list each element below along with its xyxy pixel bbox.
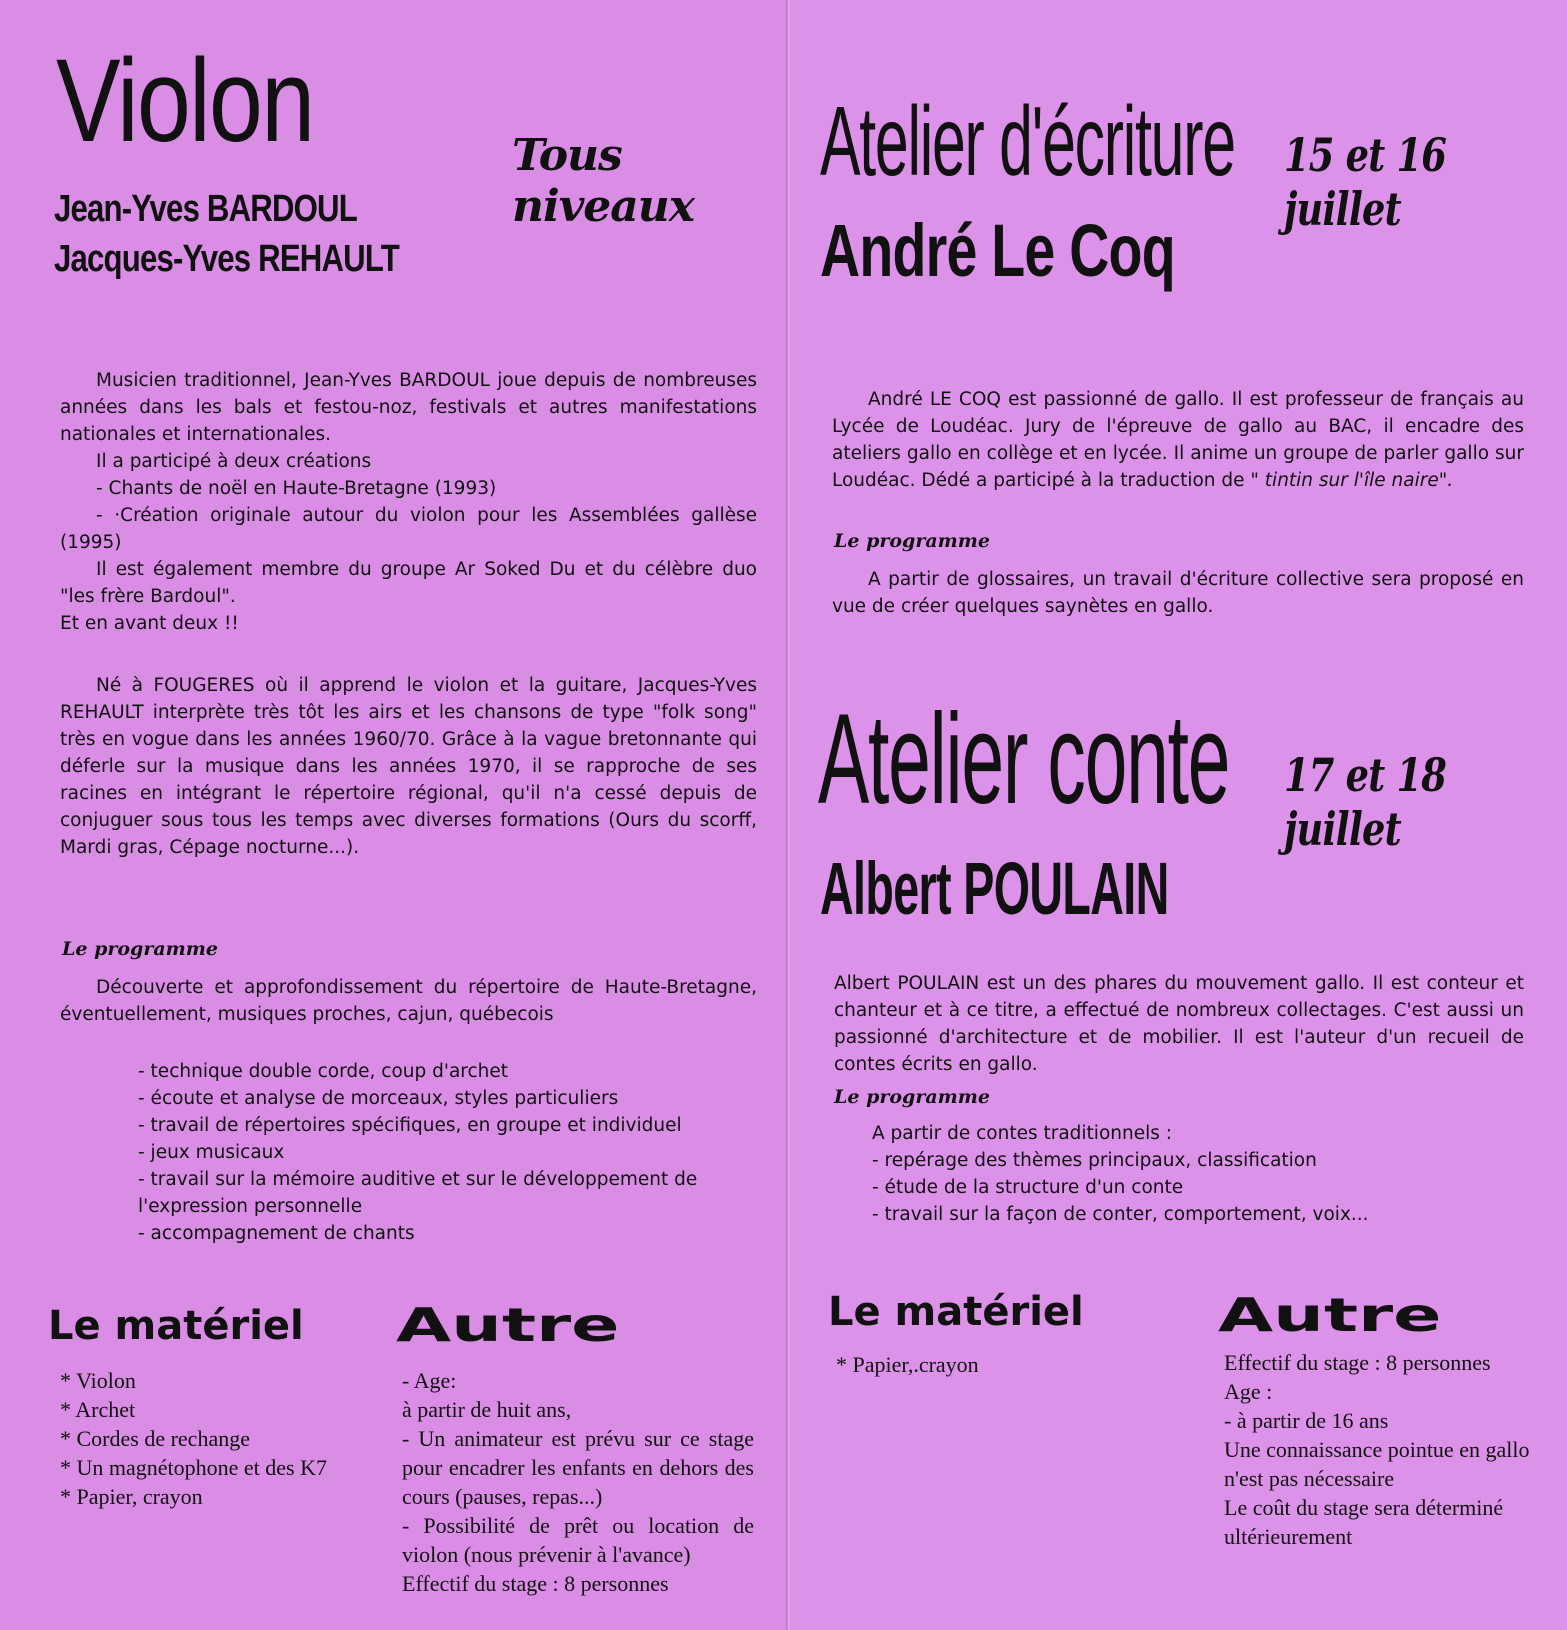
bio-paragraph: Né à FOUGERES où il apprend le violon et la guitare, Jacques-Yves REHAULT interprète très tôt les airs et les chansons de type "folk song" très en vogue dans les années 1960/70. Grâce à la vague bretonnante qui déferle sur la musique dans les années 1970, il se rapproche de ses racines en intégrant le répertoire régional, qu'il n'a cessé depuis de conjuguer sous tous les temps avec diverses formations (Ours du scorff, Mardi gras, Cépage nocturne...). [60,675,757,858]
dates-ecriture: 15 et 16 juillet [1284,128,1447,236]
programme-conte [872,1120,1522,1228]
list-item: - travail sur la façon de conter, comportement, voix... [872,1204,1369,1225]
bio-paragraph: Albert POULAIN est un des phares du mouvement gallo. Il est conteur et chanteur et à ce titre, a effectué de nombreux collectages. C'est aussi un passionné d'architecture et de mobilier. Il est l'auteur d'un recueil de contes écrits en gallo. [834,973,1524,1075]
programme-list [138,1058,760,1247]
teacher-rehault: Jacques-Yves REHAULT [54,238,399,280]
bio-line: - ·Création originale autour du violon pour les Assemblées gallèse (1995) [60,505,757,553]
bio-bardoul [60,367,757,637]
list-item: - étude de la structure d'un conte [872,1177,1184,1198]
list-item: - accompagnement de chants [138,1223,415,1244]
programme-label-conte: Le programme [834,1086,990,1108]
dates-conte: 17 et 18 juillet [1284,748,1447,856]
list-item: à partir de huit ans, [402,1397,572,1422]
bio-line: Il a participé à deux créations [96,451,372,472]
list-item: - Un animateur est prévu sur ce stage pour encadrer les enfants en dehors des cours (pauses, repas...) [402,1426,754,1509]
list-item: * Cordes de rechange [60,1426,250,1451]
teacher-lecoq: André Le Coq [820,209,1175,292]
list-item: - Possibilité de prêt ou location de violon (nous prévenir à l'avance) [402,1513,754,1567]
programme-label: Le programme [62,938,218,960]
list-item: Age : [1224,1379,1273,1404]
list-item: - travail de répertoires spécifiques, en groupe et individuel [138,1115,682,1136]
list-item: * Papier, crayon [60,1484,203,1509]
list-item: * Archet [60,1397,136,1422]
list-item: Effectif du stage : 8 personnes [1224,1350,1491,1375]
atelier-conte-title: Atelier conte [818,688,1230,831]
autre-list-right [1224,1348,1544,1551]
list-item: Effectif du stage : 8 personnes [402,1571,669,1596]
teacher-bardoul: Jean-Yves BARDOUL [54,188,357,230]
list-item: * Un magnétophone et des K7 [60,1455,327,1480]
autre-list [402,1366,754,1598]
bio-text: André LE COQ est passionné de gallo. Il est professeur de français au Lycée de Loudéac. Jury de l'épreuve de gallo au BAC, il encadre des ateliers gallo en collège et en lycée. Il anime un groupe de parler gallo sur Loudéac. Dédé a participé à la traduction de [832,389,1524,491]
programme-intro [60,974,757,1028]
list-item: Une connaissance pointue en gallo n'est pas nécessaire [1224,1437,1530,1491]
bio-line: Et en avant deux !! [60,613,239,634]
programme-text: A partir de glossaires, un travail d'écriture collective sera proposé en vue de créer quelques saynètes en gallo. [832,569,1524,617]
list-item: * Papier,.crayon [836,1352,979,1377]
list-item: - travail sur la mémoire auditive et sur le développement de l'expression personnelle [138,1169,698,1217]
right-page [790,0,1567,1630]
materiel-list-right [836,1350,1166,1379]
materiel-list [60,1366,380,1511]
programme-intro: A partir de contes traditionnels : [872,1123,1172,1144]
autre-heading: Autre [396,1298,620,1352]
violon-title: Violon [56,35,314,167]
programme-text: Découverte et approfondissement du répertoire de Haute-Bretagne, éventuellement, musiques proches, cajun, québecois [60,977,757,1025]
bio-line: - Chants de noël en Haute-Bretagne (1993) [96,478,497,499]
materiel-heading-right: Le matériel [828,1289,1084,1335]
list-item: - écoute et analyse de morceaux, styles particuliers [138,1088,619,1109]
list-item: - Age: [402,1368,457,1393]
bio-line: Il est également membre du groupe Ar Soked Du et du célèbre duo "les frère Bardoul". [60,559,757,607]
programme-label-ecriture: Le programme [834,530,990,552]
bio-paragraph [832,386,1524,494]
bio-paragraph: Musicien traditionnel, Jean-Yves BARDOUL joue depuis de nombreuses années dans les bals et festou-noz, festivals et autres manifestations nationales et internationales. [60,370,757,445]
list-item: - technique double corde, coup d'archet [138,1061,509,1082]
bio-poulain [834,970,1524,1078]
teacher-poulain: Albert POULAIN [820,847,1169,930]
autre-heading-right: Autre [1218,1288,1442,1342]
list-item: - repérage des thèmes principaux, classification [872,1150,1317,1171]
atelier-ecriture-title: Atelier d'écriture [820,86,1235,196]
book-title: " tintin sur l'île naire". [1250,470,1454,491]
list-item: Le coût du stage sera déterminé ultérieurement [1224,1495,1504,1549]
list-item: - à partir de 16 ans [1224,1408,1389,1433]
materiel-heading: Le matériel [48,1303,304,1349]
programme-ecriture [832,566,1524,620]
bio-rehault [60,672,757,861]
list-item: * Violon [60,1368,136,1393]
list-item: - jeux musicaux [138,1142,285,1163]
level-label: Tous niveaux [512,130,694,232]
bio-lecoq [832,386,1524,494]
